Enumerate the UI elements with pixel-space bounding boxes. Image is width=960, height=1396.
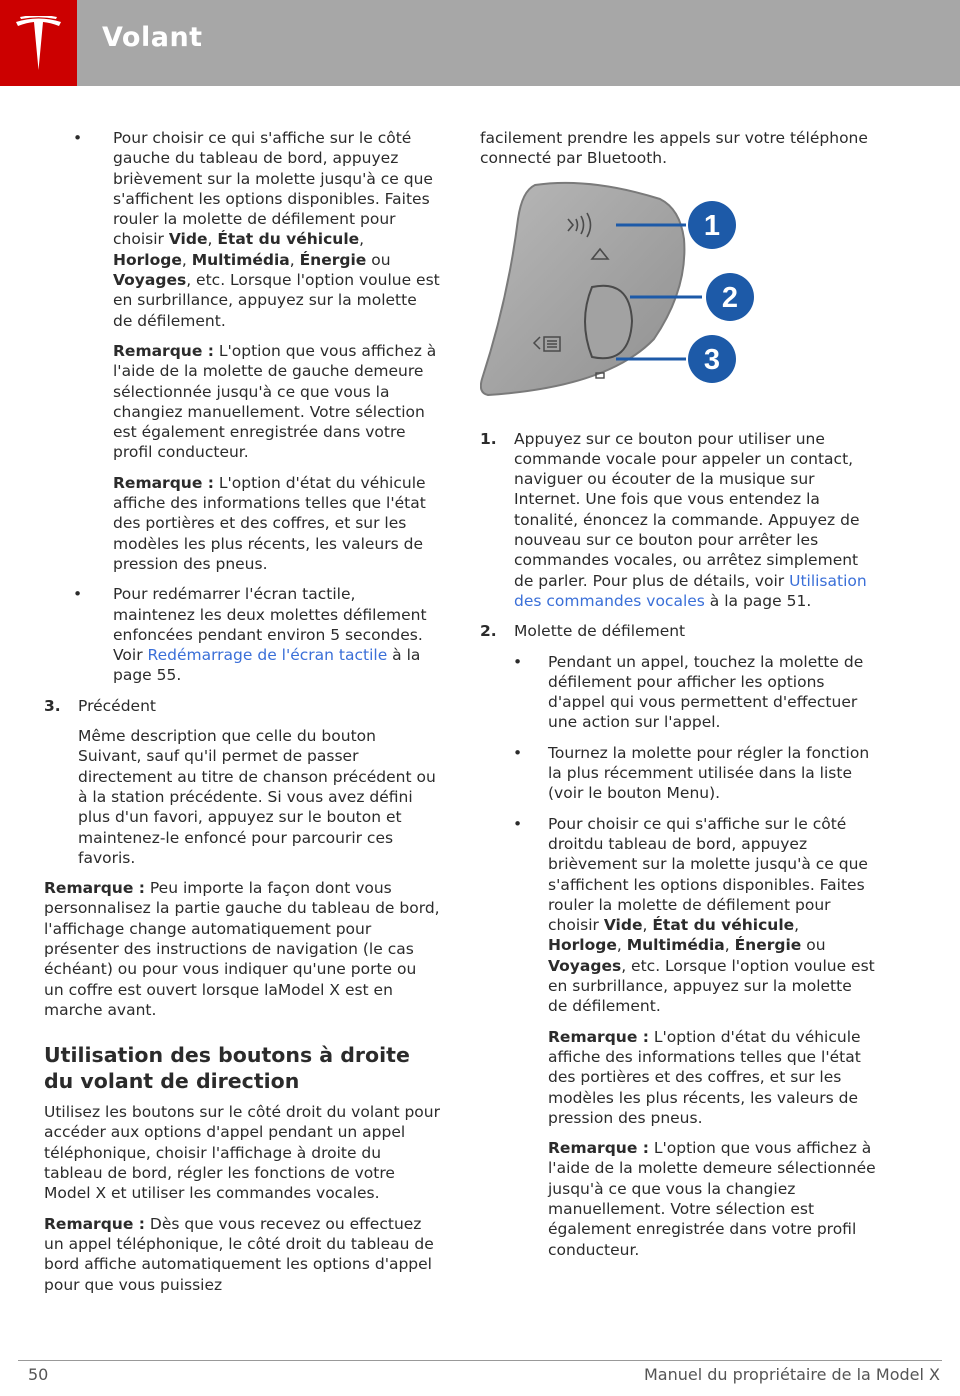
scroll-wheel — [585, 285, 632, 358]
steering-wheel-right-buttons-figure — [480, 179, 780, 411]
item-title: Molette de défilement — [514, 622, 686, 641]
page-header — [0, 0, 960, 86]
bullet-marker: • — [513, 743, 523, 762]
callout-number-3: 3 — [703, 343, 721, 376]
left-column — [44, 128, 440, 1305]
item-description: Même description que celle du bouton Suivant, sauf qu'il permet de passer directement au titre de chanson précédent ou à la station précédente. Si vous avez défini plus d'un favori, appuyez sur le bouton et maintenez-le enfoncé pour parcourir ces favoris. — [78, 727, 436, 867]
voice-commands-link[interactable]: Utilisation des commandes vocales — [514, 571, 867, 610]
tesla-t-icon — [14, 16, 63, 70]
manual-title: Manuel du propriétaire de la Model X — [643, 1365, 940, 1384]
note: Remarque : L'option que vous affichez à l'aide de la molette de gauche demeure sélectionnée jusqu'à ce que vous la changiez manuellement. Votre sélection est également enregistrée dans votre profil conducteur. — [113, 341, 437, 462]
note: Remarque : Dès que vous recevez ou effectuez un appel téléphonique, le côté droit du tableau de bord affiche automatiquement les options d'appel pour que vous puissiez — [44, 1214, 434, 1294]
bullet-marker: • — [73, 129, 83, 147]
list-item: • Pendant un appel, touchez la molette de défilement pour afficher les options d'appel qui vous permettent d'effectuer une action sur l'appel. — [513, 652, 864, 732]
bullet-marker: • — [513, 814, 523, 833]
note: Remarque : Peu importe la façon dont vous personnalisez la partie gauche du tableau de bord, l'affichage change automatiquement pour présenter des instructions de navigation (le cas échéant) ou pour vous indiquer qu'une porte ou un coffre est ouvert lorsque laModel X est en marche avant. — [44, 879, 440, 1019]
footer-divider — [18, 1360, 942, 1361]
callout-number-1: 1 — [703, 209, 721, 242]
numbered-item — [480, 621, 876, 641]
continued-paragraph: facilement prendre les appels sur votre téléphone connecté par Bluetooth. — [480, 129, 868, 168]
section-heading: Utilisation des boutons à droite du volant de direction — [44, 1043, 410, 1094]
numbered-item — [44, 696, 440, 716]
note: Remarque : L'option d'état du véhicule affiche des informations telles que l'état des portières et des coffres, et sur les modèles les plus récents, les valeurs de pression des pneus. — [548, 1027, 861, 1127]
note: Remarque : L'option que vous affichez à l'aide de la molette demeure sélectionnée jusqu'à ce que vous la changiez manuellement. Votre sélection est également enregistrée dans votre profil conducteur. — [548, 1139, 876, 1259]
list-item: • Pour choisir ce qui s'affiche sur le côté gauche du tableau de bord, appuyez brièvement sur la molette jusqu'à ce que s'affichent les options disponibles. Faites rouler la molette de défilement pour choisir Vide, État du véhicule, Horloge, Multimédia, Énergie ou Voyages, etc. Lorsque l'option voulue est en surbrillance, appuyez sur la molette de défilement. — [73, 129, 440, 330]
button-panel — [481, 182, 685, 394]
callout-number-2: 2 — [721, 281, 739, 314]
tesla-logo — [0, 0, 77, 86]
page-number: 50 — [28, 1365, 49, 1384]
item-number: 3. — [44, 696, 61, 715]
item-number: 2. — [480, 622, 497, 641]
note: Remarque : L'option d'état du véhicule affiche des informations telles que l'état des portières et des coffres, et sur les modèles les plus récents, les valeurs de pression des pneus. — [113, 473, 426, 573]
list-item: • Tournez la molette pour régler la fonction la plus récemment utilisée dans la liste (voir le bouton Menu). — [513, 743, 870, 803]
bullet-marker: • — [73, 585, 83, 604]
intro-paragraph: Utilisez les boutons sur le côté droit du volant pour accéder aux options d'appel pendant un appel téléphonique, choisir l'affichage à droite du tableau de bord, régler les fonctions de votre Model X et utiliser les commandes vocales. — [44, 1103, 440, 1203]
numbered-item: 1. Appuyez sur ce bouton pour utiliser une commande vocale pour appeler un contact, naviguer ou écouter de la musique sur Internet. Une fois que vous entendez la tonalité, énoncez la commande. Appuyez de nouveau sur ce bouton pour arrêter les commandes vocales, ou arrêtez simplement de parler. Pour plus de détails, voir Utilisation des commandes vocales à la page 51. — [480, 429, 867, 610]
restart-screen-link[interactable]: Redémarrage de l'écran tactile — [147, 646, 388, 665]
item-title: Précédent — [78, 696, 156, 715]
item-number: 1. — [480, 429, 497, 448]
right-column — [480, 128, 876, 1270]
list-item: • Pour choisir ce qui s'affiche sur le côté droitdu tableau de bord, appuyez brièvement sur la molette jusqu'à ce que s'affichent les options disponibles. Faites rouler la molette de défilement pour choisir Vide, État du véhicule, Horloge, Multimédia, Énergie ou Voyages, etc. Lorsque l'option voulue est en surbrillance, appuyez sur la molette de défilement. — [513, 814, 875, 1016]
page-title: Volant — [102, 22, 203, 53]
bullet-marker: • — [513, 652, 523, 671]
list-item: • Pour redémarrer l'écran tactile, maintenez les deux molettes défilement enfoncées pendant environ 5 secondes. Voir Redémarrage de l'écran tactile à la page 55. — [73, 585, 427, 685]
